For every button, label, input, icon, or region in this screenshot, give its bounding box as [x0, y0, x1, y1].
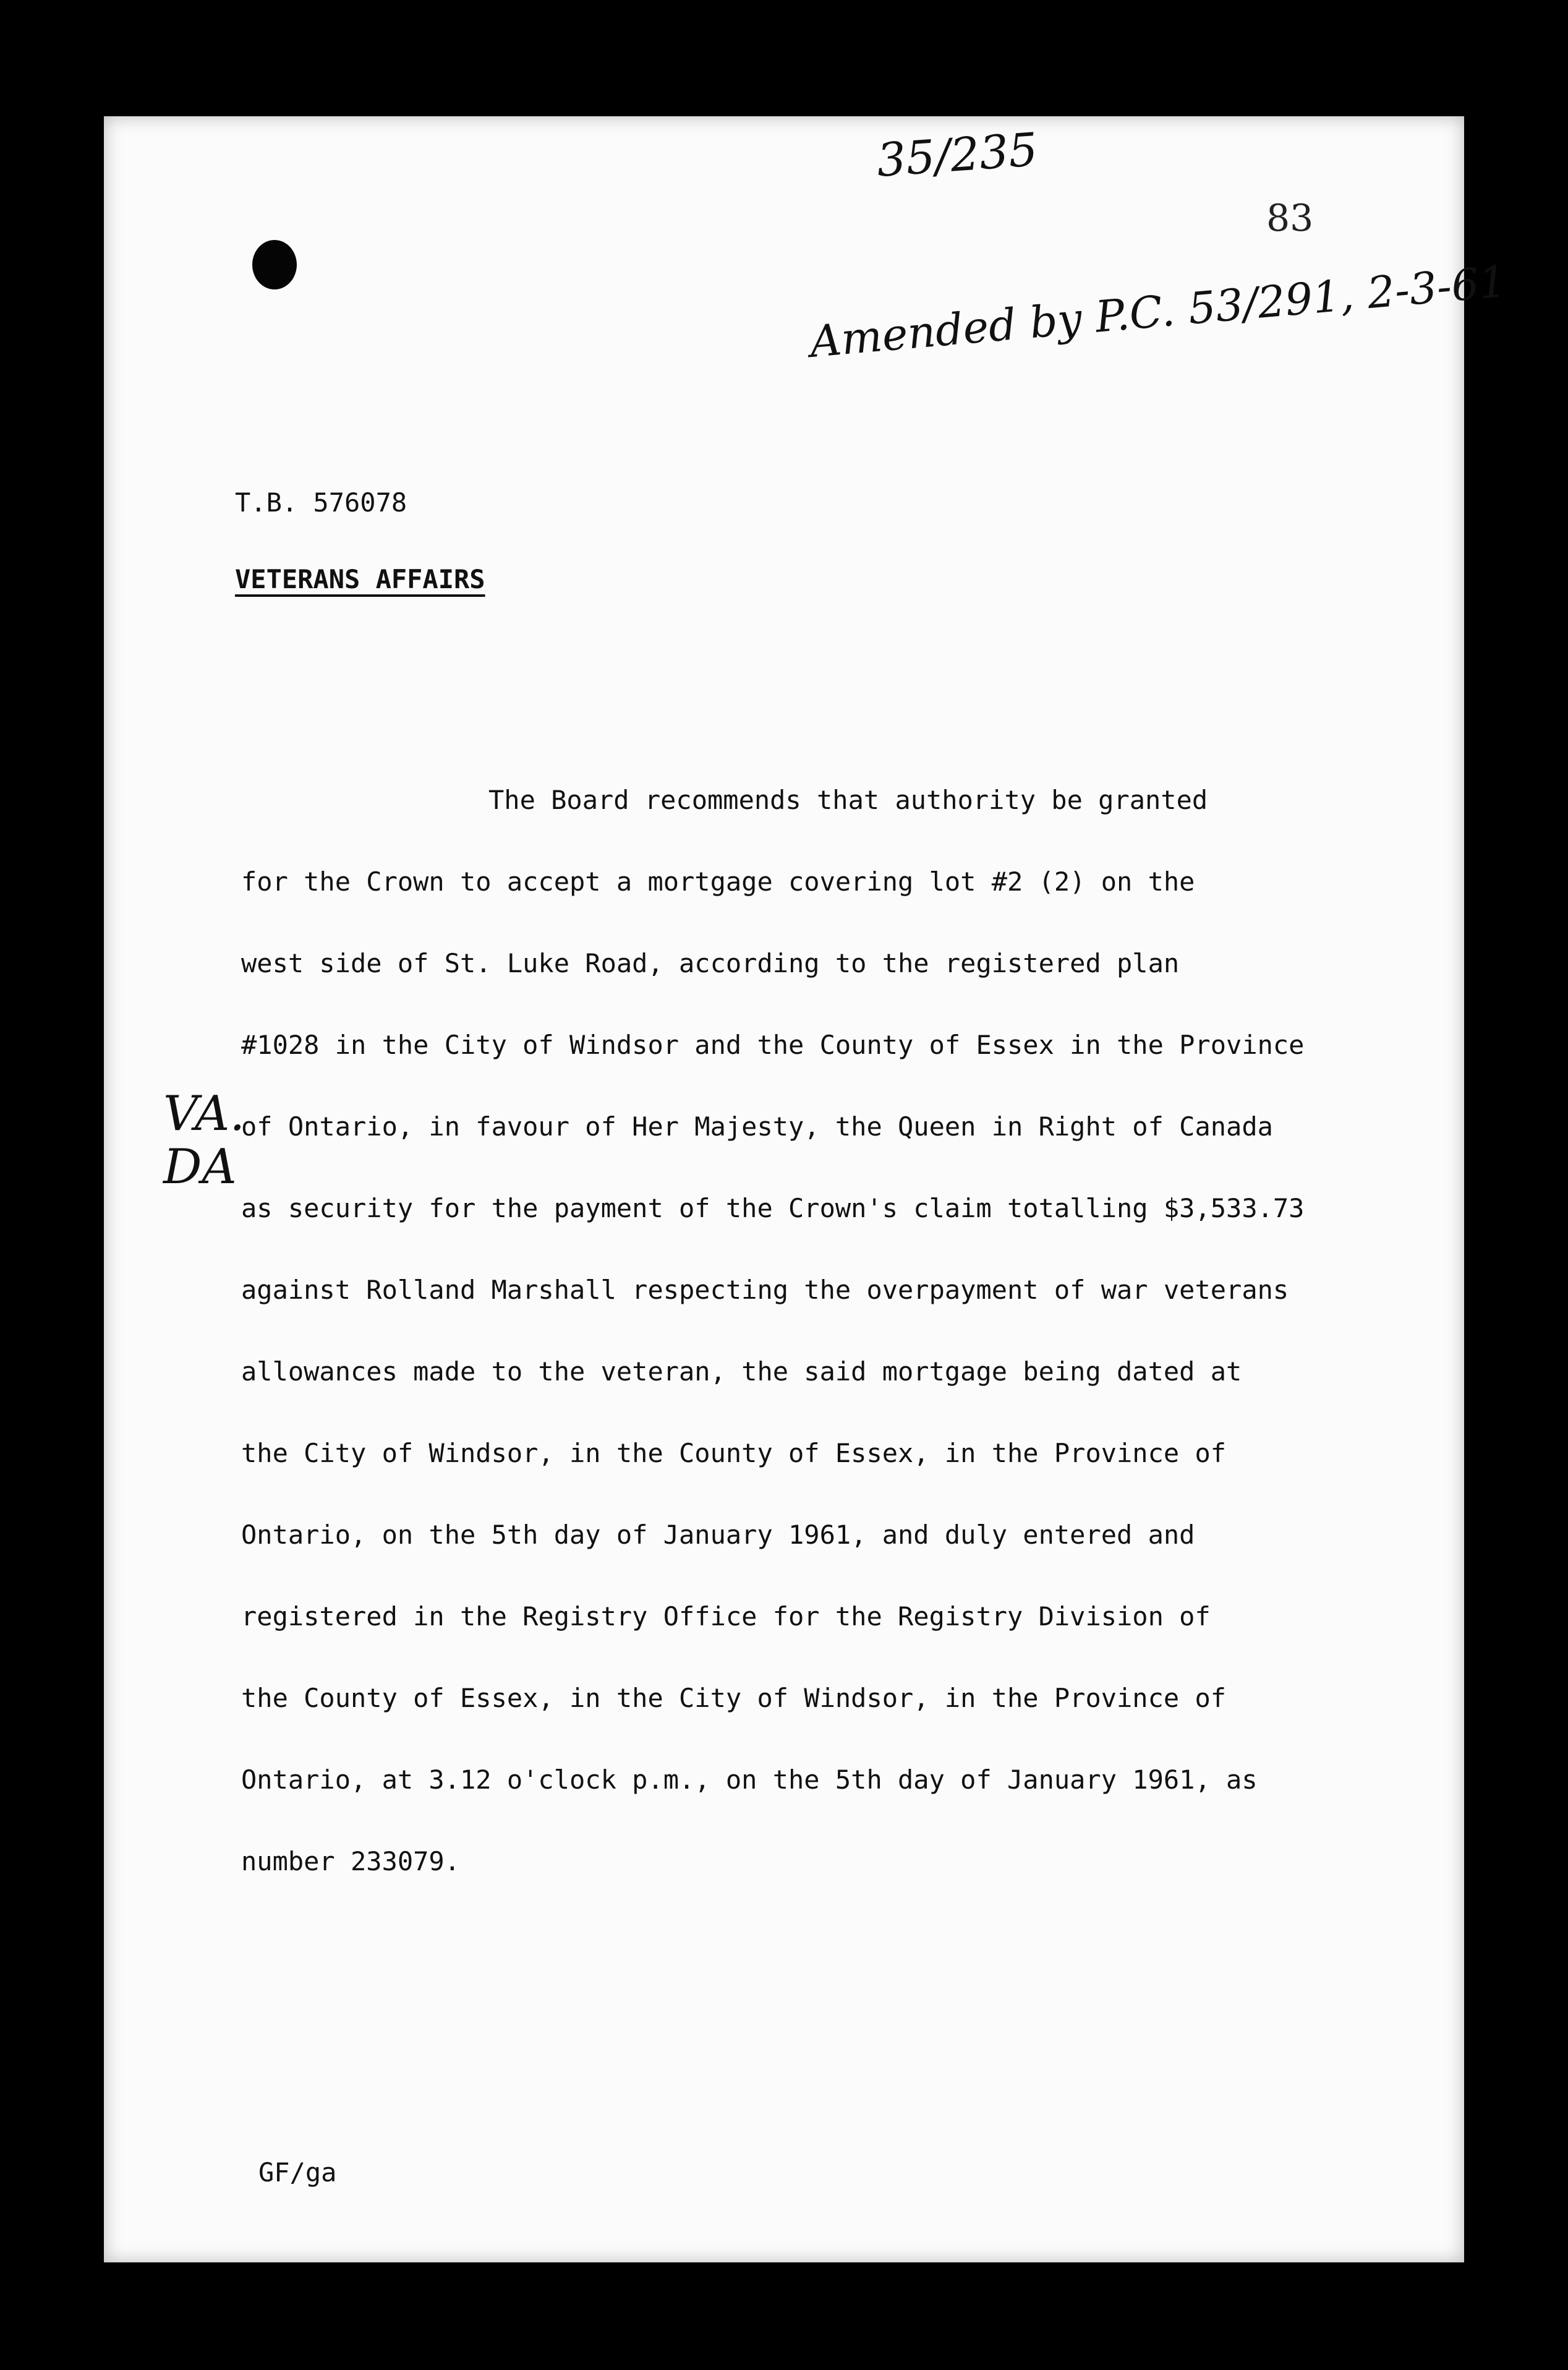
body-paragraph: [241, 759, 1416, 1902]
body-line: number 233079.: [241, 1846, 461, 1876]
document-page: [104, 116, 1509, 2262]
body-line: Ontario, on the 5th day of January 1961, and duly entered and: [241, 1520, 1195, 1550]
body-line: west side of St. Luke Road, according to the registered plan: [241, 948, 1180, 978]
body-line: of Ontario, in favour of Her Majesty, the Queen in Right of Canada: [241, 1111, 1273, 1142]
page-number: 83: [1266, 197, 1314, 240]
handwritten-file-reference: 35/235: [875, 123, 1040, 187]
body-line: allowances made to the veteran, the said mortgage being dated at: [241, 1356, 1242, 1387]
body-line: as security for the payment of the Crown's claim totalling $3,533.73: [241, 1193, 1305, 1223]
handwritten-amendment-note: Amended by P.C. 53/291, 2-3-61: [807, 255, 1509, 368]
body-line: The Board recommends that authority be granted: [488, 785, 1208, 815]
typist-initials: GF/ga: [258, 2157, 337, 2188]
body-line: for the Crown to accept a mortgage covering lot #2 (2) on the: [241, 866, 1195, 897]
body-line: the County of Essex, in the City of Windsor, in the Province of: [241, 1683, 1227, 1713]
treasury-board-reference: T.B. 576078: [235, 487, 407, 518]
body-line: against Rolland Marshall respecting the overpayment of war veterans: [241, 1275, 1289, 1305]
body-line: Ontario, at 3.12 o'clock p.m., on the 5th day of January 1961, as: [241, 1765, 1258, 1795]
handwritten-margin-note: VA. DA: [163, 1086, 245, 1195]
body-line: registered in the Registry Office for the Registry Division of: [241, 1601, 1211, 1632]
body-line: the City of Windsor, in the County of Essex, in the Province of: [241, 1438, 1227, 1468]
punch-hole: [252, 240, 297, 289]
body-line: #1028 in the City of Windsor and the County of Essex in the Province: [241, 1030, 1305, 1060]
department-heading: VETERANS AFFAIRS: [235, 564, 485, 594]
